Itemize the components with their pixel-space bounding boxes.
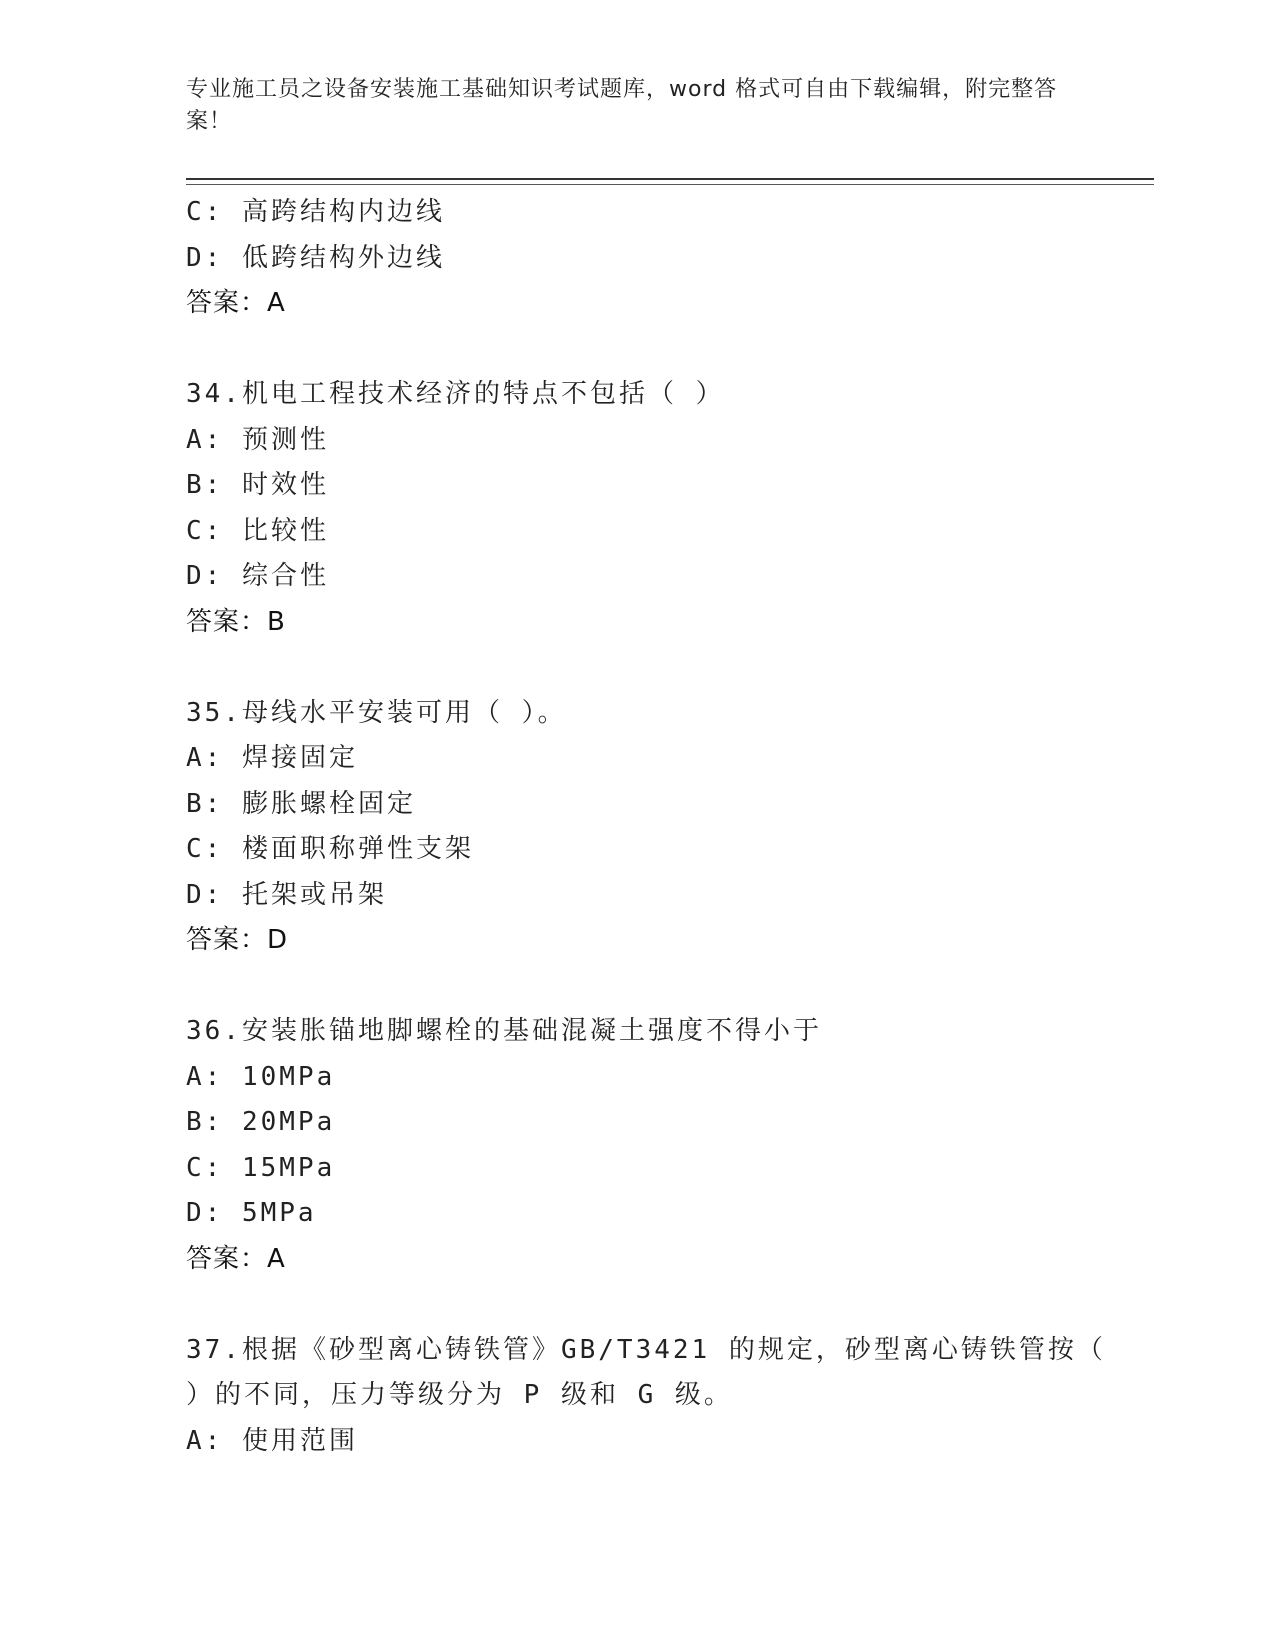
question-carryover: [186, 190, 1086, 327]
option-b: B: 膨胀螺栓固定: [186, 788, 416, 819]
question-stem-line-1: 37.根据《砂型离心铸铁管》GB/T3421 的规定，砂型离心铸铁管按（: [186, 1334, 1106, 1365]
option-d: D: 5MPa: [186, 1198, 317, 1228]
question-35: [186, 691, 1086, 964]
header-rule-thin: [186, 184, 1154, 185]
option-a: A: 10MPa: [186, 1061, 336, 1092]
spacer: [186, 964, 1086, 1010]
document-header: 专业施工员之设备安装施工基础知识考试题库，word 格式可自由下载编辑，附完整答案！: [186, 77, 1058, 134]
answer: 答案：D: [186, 925, 289, 955]
option-b: B: 时效性: [186, 470, 329, 500]
spacer: [186, 1282, 1086, 1328]
option-c: C: 比较性: [186, 515, 329, 546]
option-a: A: 使用范围: [186, 1425, 358, 1456]
answer: 答案：A: [186, 1243, 286, 1274]
option-d: D: 综合性: [186, 561, 329, 591]
spacer: [186, 327, 1086, 373]
question-37: [186, 1328, 1106, 1465]
question-34: [186, 372, 1086, 645]
option-c: C: 高跨结构内边线: [186, 197, 445, 227]
question-stem: 34.机电工程技术经济的特点不包括（ ）: [186, 379, 725, 409]
option-a: A: 预测性: [186, 424, 329, 455]
option-a: A: 焊接固定: [186, 743, 358, 773]
option-d: D: 低跨结构外边线: [186, 242, 445, 273]
answer: 答案：B: [186, 606, 286, 637]
header-rule-thick: [186, 178, 1154, 180]
spacer: [186, 645, 1086, 691]
question-stem: 35.母线水平安装可用（ ）。: [186, 697, 567, 728]
option-d: D: 托架或吊架: [186, 879, 387, 910]
question-list: [186, 190, 1106, 1464]
question-stem-line-2: ）的不同，压力等级分为 P 级和 G 级。: [186, 1380, 733, 1410]
option-c: C: 楼面职称弹性支架: [186, 834, 474, 864]
answer: 答案：A: [186, 288, 286, 318]
question-stem: 36.安装胀锚地脚螺栓的基础混凝土强度不得小于: [186, 1016, 822, 1046]
option-b: B: 20MPa: [186, 1107, 336, 1137]
option-c: C: 15MPa: [186, 1152, 336, 1183]
question-36: [186, 1009, 1086, 1282]
